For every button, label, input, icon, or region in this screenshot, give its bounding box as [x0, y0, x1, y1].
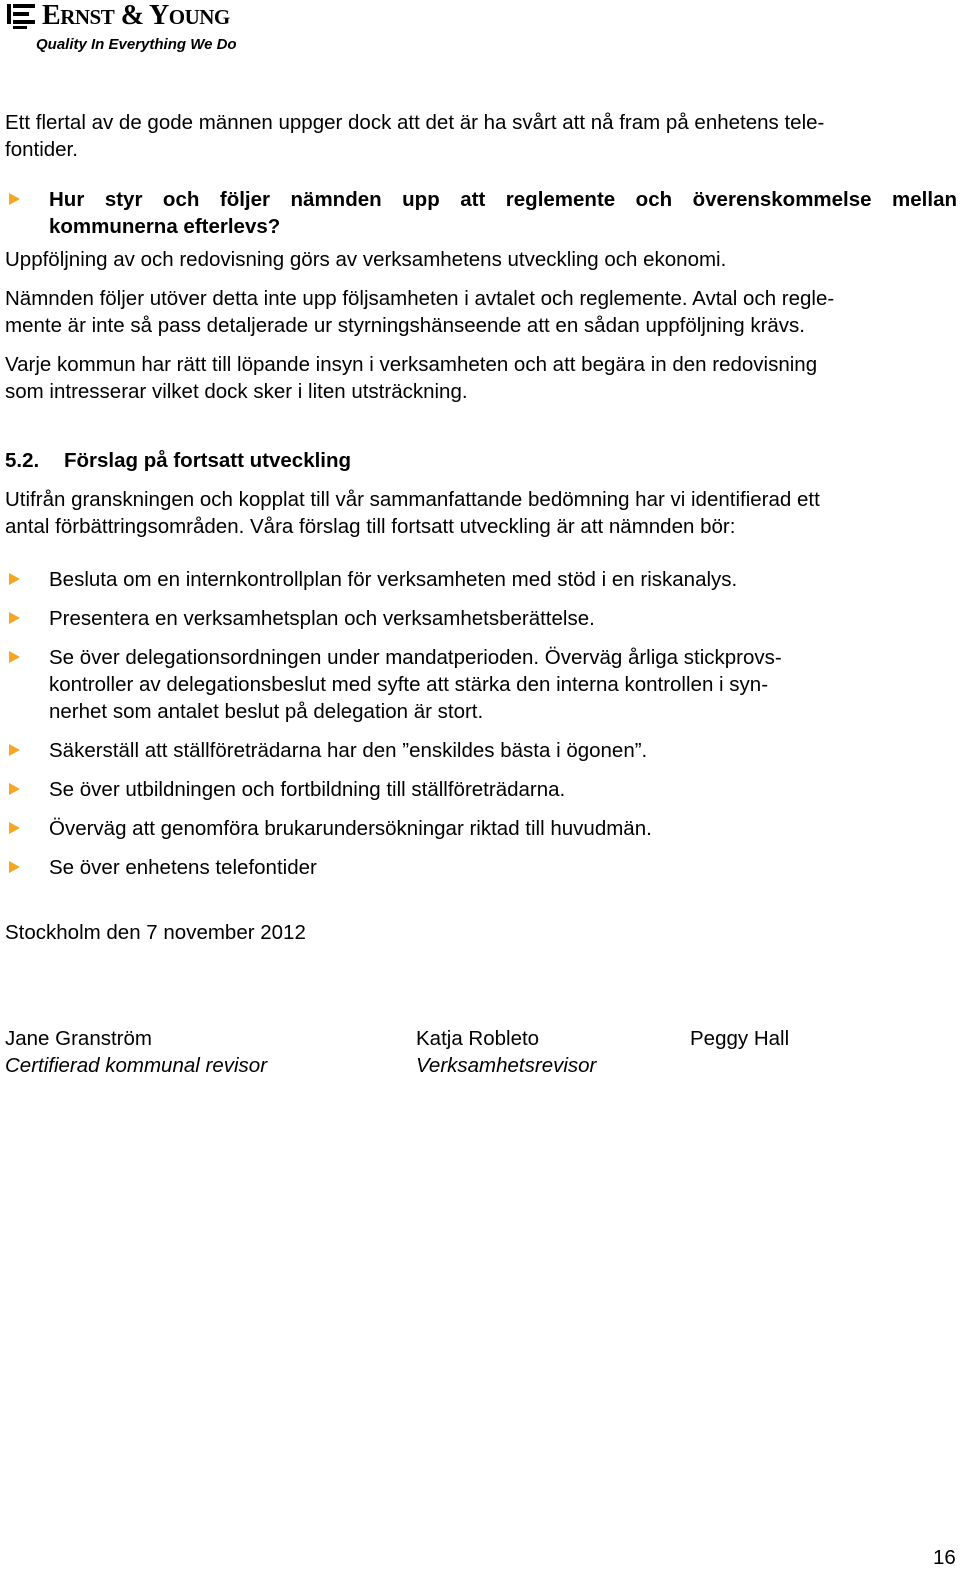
triangle-bullet-icon — [9, 744, 20, 756]
list-item: Se över utbildningen och fortbildning till ställföreträdarna. — [49, 778, 566, 801]
list-item-continuation: kontroller av delegationsbeslut med syfte att stärka den interna kontrollen i syn- — [49, 673, 769, 696]
answer-3-line-1: Varje kommun har rätt till löpande insyn i verksamheten och att begära in den redovisning — [5, 353, 818, 376]
triangle-bullet-icon — [9, 861, 20, 873]
intro-line-2: fontider. — [5, 138, 78, 161]
logo-tagline: Quality In Everything We Do — [36, 36, 237, 53]
answer-3-line-2: som intresserar vilket dock sker i liten utsträckning. — [5, 380, 468, 403]
page-number: 16 — [933, 1546, 956, 1569]
signatory-name: Jane Granström — [5, 1027, 152, 1050]
question-line-1: Hur styr och följer nämnden upp att reglemente och överenskommelse mellan — [49, 188, 957, 211]
section-paragraph-line-2: antal förbättringsområden. Våra förslag till fortsatt utveckling är att nämnden bör: — [5, 515, 736, 538]
answer-2-line-1: Nämnden följer utöver detta inte upp följsamheten i avtalet och reglemente. Avtal och regle- — [5, 287, 835, 310]
triangle-bullet-icon — [9, 822, 20, 834]
triangle-bullet-icon — [9, 573, 20, 585]
answer-1: Uppföljning av och redovisning görs av verksamhetens utveckling och ekonomi. — [5, 248, 727, 271]
triangle-bullet-icon — [9, 783, 20, 795]
section-number: 5.2. — [5, 449, 40, 472]
signatory-name: Peggy Hall — [690, 1027, 790, 1050]
place-date: Stockholm den 7 november 2012 — [5, 921, 306, 944]
section-paragraph-line-1: Utifrån granskningen och kopplat till vår sammanfattande bedömning har vi identifierad ett — [5, 488, 820, 511]
answer-2-line-2: mente är inte så pass detaljerade ur styrningshänseende att en sådan uppföljning krävs. — [5, 314, 806, 337]
triangle-bullet-icon — [9, 651, 20, 663]
triangle-bullet-icon — [9, 612, 20, 624]
list-item: Se över delegationsordningen under mandatperioden. Överväg årliga stickprovs- — [49, 646, 782, 669]
list-item-continuation: nerhet som antalet beslut på delegation är stort. — [49, 700, 484, 723]
list-item: Säkerställ att ställföreträdarna har den ”enskildes bästa i ögonen”. — [49, 739, 648, 762]
list-item: Överväg att genomföra brukarundersökningar riktad till huvudmän. — [49, 817, 652, 840]
list-item: Se över enhetens telefontider — [49, 856, 317, 879]
logo-company-name: ERNST & YOUNG — [42, 0, 230, 31]
intro-line-1: Ett flertal av de gode männen uppger dock att det är ha svårt att nå fram på enhetens tele- — [5, 111, 825, 134]
signatory-title: Certifierad kommunal revisor — [5, 1054, 268, 1077]
signatory-title: Verksamhetsrevisor — [416, 1054, 597, 1077]
question-line-2: kommunerna efterlevs? — [49, 215, 281, 238]
list-item: Presentera en verksamhetsplan och verksamhetsberättelse. — [49, 607, 595, 630]
triangle-bullet-icon — [9, 193, 20, 205]
signatory-name: Katja Robleto — [416, 1027, 540, 1050]
ernst-young-logo-icon — [7, 4, 39, 30]
list-item: Besluta om en internkontrollplan för verksamheten med stöd i en riskanalys. — [49, 568, 738, 591]
section-title: Förslag på fortsatt utveckling — [64, 449, 352, 472]
